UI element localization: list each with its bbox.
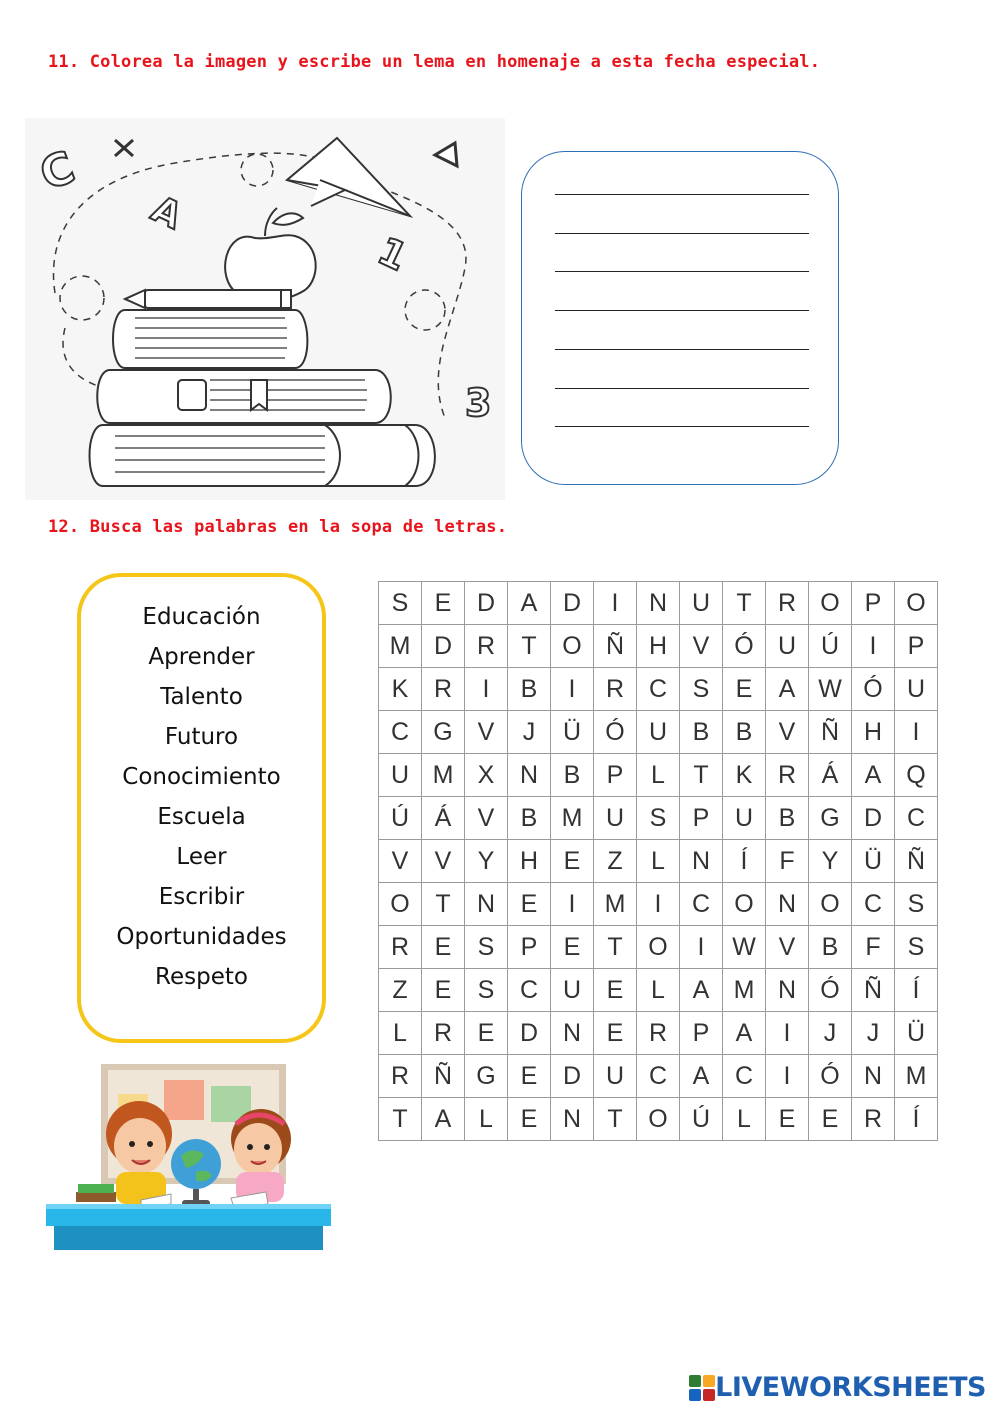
grid-letter-cell[interactable]: Ú	[379, 797, 422, 840]
grid-letter-cell[interactable]: N	[766, 883, 809, 926]
grid-letter-cell[interactable]: Ó	[852, 668, 895, 711]
grid-letter-cell[interactable]: C	[680, 883, 723, 926]
grid-letter-cell[interactable]: F	[766, 840, 809, 883]
grid-letter-cell[interactable]: Ñ	[852, 969, 895, 1012]
word-search-grid[interactable]	[378, 581, 938, 1141]
grid-letter-cell[interactable]: B	[766, 797, 809, 840]
grid-letter-cell[interactable]: Ó	[723, 625, 766, 668]
grid-letter-cell[interactable]: S	[465, 969, 508, 1012]
word-list-item: Escribir	[158, 884, 245, 910]
liveworksheets-logo-icon	[689, 1375, 715, 1401]
writing-line[interactable]	[555, 233, 809, 234]
grid-letter-cell[interactable]: X	[465, 754, 508, 797]
grid-letter-cell[interactable]: Í	[895, 1098, 938, 1141]
word-list-item: Talento	[160, 684, 243, 710]
grid-letter-cell[interactable]: Í	[895, 969, 938, 1012]
grid-letter-cell[interactable]: E	[809, 1098, 852, 1141]
grid-letter-cell[interactable]: N	[680, 840, 723, 883]
writing-line[interactable]	[555, 426, 809, 427]
grid-letter-cell[interactable]: C	[637, 1055, 680, 1098]
grid-letter-cell[interactable]: Z	[594, 840, 637, 883]
grid-letter-cell[interactable]: M	[422, 754, 465, 797]
grid-letter-cell[interactable]: Í	[723, 840, 766, 883]
grid-letter-cell[interactable]: R	[637, 1012, 680, 1055]
grid-letter-cell[interactable]: E	[465, 1012, 508, 1055]
grid-letter-cell[interactable]: O	[809, 883, 852, 926]
grid-letter-cell[interactable]: E	[594, 969, 637, 1012]
grid-letter-cell[interactable]: O	[723, 883, 766, 926]
grid-letter-cell[interactable]: O	[637, 926, 680, 969]
grid-letter-cell[interactable]: D	[508, 1012, 551, 1055]
grid-letter-cell[interactable]: Ü	[852, 840, 895, 883]
grid-letter-cell[interactable]: E	[551, 926, 594, 969]
grid-letter-cell[interactable]: S	[895, 883, 938, 926]
grid-letter-cell[interactable]: L	[637, 754, 680, 797]
grid-letter-cell[interactable]: I	[852, 625, 895, 668]
grid-letter-cell[interactable]: N	[766, 969, 809, 1012]
grid-letter-cell[interactable]: U	[895, 668, 938, 711]
grid-letter-cell[interactable]: O	[379, 883, 422, 926]
grid-letter-cell[interactable]: K	[379, 668, 422, 711]
grid-letter-cell[interactable]: J	[508, 711, 551, 754]
grid-row	[379, 1055, 938, 1098]
writing-line[interactable]	[555, 194, 809, 195]
grid-letter-cell[interactable]: P	[680, 1012, 723, 1055]
grid-letter-cell[interactable]: R	[379, 926, 422, 969]
writing-line[interactable]	[555, 271, 809, 272]
grid-letter-cell[interactable]: T	[723, 582, 766, 625]
grid-row	[379, 711, 938, 754]
grid-letter-cell[interactable]: E	[551, 840, 594, 883]
grid-letter-cell[interactable]: A	[852, 754, 895, 797]
grid-letter-cell[interactable]: Ñ	[809, 711, 852, 754]
grid-letter-cell[interactable]: M	[594, 883, 637, 926]
grid-letter-cell[interactable]: D	[551, 582, 594, 625]
svg-text:3: 3	[465, 381, 492, 425]
grid-letter-cell[interactable]: M	[723, 969, 766, 1012]
writing-line[interactable]	[555, 310, 809, 311]
grid-letter-cell[interactable]: Y	[809, 840, 852, 883]
grid-letter-cell[interactable]: V	[422, 840, 465, 883]
grid-letter-cell[interactable]: D	[852, 797, 895, 840]
grid-letter-cell[interactable]: I	[551, 883, 594, 926]
grid-letter-cell[interactable]: D	[422, 625, 465, 668]
grid-letter-cell[interactable]: B	[551, 754, 594, 797]
grid-letter-cell[interactable]: M	[379, 625, 422, 668]
writing-line[interactable]	[555, 388, 809, 389]
grid-letter-cell[interactable]: C	[508, 969, 551, 1012]
grid-letter-cell[interactable]: B	[723, 711, 766, 754]
grid-letter-cell[interactable]: P	[508, 926, 551, 969]
grid-letter-cell[interactable]: O	[637, 1098, 680, 1141]
grid-letter-cell[interactable]: E	[508, 883, 551, 926]
question-11-instruction: 11. Colorea la imagen y escribe un lema en homenaje a esta fecha especial.	[48, 52, 821, 72]
grid-letter-cell[interactable]: U	[379, 754, 422, 797]
grid-letter-cell[interactable]: O	[809, 582, 852, 625]
grid-letter-cell[interactable]: E	[766, 1098, 809, 1141]
grid-letter-cell[interactable]: V	[680, 625, 723, 668]
writing-line[interactable]	[555, 349, 809, 350]
grid-letter-cell[interactable]: I	[895, 711, 938, 754]
svg-text:C: C	[33, 141, 82, 201]
grid-letter-cell[interactable]: I	[594, 582, 637, 625]
grid-letter-cell[interactable]: C	[723, 1055, 766, 1098]
grid-row	[379, 625, 938, 668]
grid-letter-cell[interactable]: V	[379, 840, 422, 883]
grid-letter-cell[interactable]: M	[551, 797, 594, 840]
grid-letter-cell[interactable]: P	[680, 797, 723, 840]
grid-letter-cell[interactable]: L	[723, 1098, 766, 1141]
grid-letter-cell[interactable]: A	[508, 582, 551, 625]
grid-letter-cell[interactable]: V	[766, 926, 809, 969]
grid-row	[379, 754, 938, 797]
grid-row	[379, 969, 938, 1012]
grid-letter-cell[interactable]: Á	[422, 797, 465, 840]
books-apple-coloring-illustration	[25, 118, 505, 500]
grid-letter-cell[interactable]: T	[594, 1098, 637, 1141]
grid-letter-cell[interactable]: R	[379, 1055, 422, 1098]
grid-row	[379, 883, 938, 926]
grid-letter-cell[interactable]: E	[422, 582, 465, 625]
grid-row	[379, 840, 938, 883]
grid-letter-cell[interactable]: N	[551, 1098, 594, 1141]
grid-letter-cell[interactable]: P	[594, 754, 637, 797]
grid-letter-cell[interactable]: G	[422, 711, 465, 754]
grid-letter-cell[interactable]: S	[379, 582, 422, 625]
grid-letter-cell[interactable]: U	[551, 969, 594, 1012]
grid-letter-cell[interactable]: J	[852, 1012, 895, 1055]
word-list-item: Educación	[142, 604, 261, 630]
grid-letter-cell[interactable]: U	[766, 625, 809, 668]
grid-letter-cell[interactable]: D	[465, 582, 508, 625]
kids-studying-illustration	[46, 1064, 331, 1254]
grid-letter-cell[interactable]: E	[508, 1055, 551, 1098]
grid-letter-cell[interactable]: I	[465, 668, 508, 711]
question-12-instruction: 12. Busca las palabras en la sopa de letras.	[48, 517, 508, 537]
grid-letter-cell[interactable]: V	[465, 797, 508, 840]
grid-letter-cell[interactable]: A	[766, 668, 809, 711]
grid-letter-cell[interactable]: E	[422, 926, 465, 969]
word-list	[81, 597, 322, 997]
grid-letter-cell[interactable]: B	[508, 668, 551, 711]
grid-letter-cell[interactable]: I	[551, 668, 594, 711]
grid-letter-cell[interactable]: G	[465, 1055, 508, 1098]
grid-letter-cell[interactable]: B	[508, 797, 551, 840]
grid-letter-cell[interactable]: Y	[465, 840, 508, 883]
svg-text:A: A	[145, 188, 188, 238]
grid-letter-cell[interactable]: J	[809, 1012, 852, 1055]
grid-letter-cell[interactable]: G	[809, 797, 852, 840]
grid-row	[379, 926, 938, 969]
grid-letter-cell[interactable]: T	[594, 926, 637, 969]
grid-letter-cell[interactable]: U	[723, 797, 766, 840]
grid-letter-cell[interactable]: B	[809, 926, 852, 969]
grid-letter-cell[interactable]: Ú	[680, 1098, 723, 1141]
grid-letter-cell[interactable]: D	[551, 1055, 594, 1098]
grid-letter-cell[interactable]: R	[422, 668, 465, 711]
grid-letter-cell[interactable]: C	[852, 883, 895, 926]
grid-letter-cell[interactable]: U	[680, 582, 723, 625]
grid-letter-cell[interactable]: E	[723, 668, 766, 711]
word-list-item: Oportunidades	[116, 924, 287, 950]
grid-letter-cell[interactable]: R	[766, 754, 809, 797]
grid-letter-cell[interactable]: E	[594, 1012, 637, 1055]
grid-letter-cell[interactable]: H	[637, 625, 680, 668]
grid-letter-cell[interactable]: Ú	[809, 625, 852, 668]
grid-letter-cell[interactable]: A	[680, 969, 723, 1012]
grid-letter-cell[interactable]: Ó	[809, 969, 852, 1012]
grid-letter-cell[interactable]: E	[508, 1098, 551, 1141]
grid-letter-cell[interactable]: A	[680, 1055, 723, 1098]
grid-letter-cell[interactable]: Z	[379, 969, 422, 1012]
grid-letter-cell[interactable]: C	[379, 711, 422, 754]
grid-row	[379, 797, 938, 840]
grid-letter-cell[interactable]: R	[422, 1012, 465, 1055]
svg-text:1: 1	[371, 228, 414, 280]
grid-letter-cell[interactable]: Ñ	[594, 625, 637, 668]
grid-letter-cell[interactable]: U	[594, 797, 637, 840]
grid-letter-cell[interactable]: R	[766, 582, 809, 625]
grid-letter-cell[interactable]: L	[637, 840, 680, 883]
grid-letter-cell[interactable]: L	[637, 969, 680, 1012]
grid-letter-cell[interactable]: I	[766, 1012, 809, 1055]
grid-letter-cell[interactable]: Ü	[895, 1012, 938, 1055]
grid-letter-cell[interactable]: Ó	[594, 711, 637, 754]
grid-letter-cell[interactable]: H	[508, 840, 551, 883]
grid-letter-cell[interactable]: W	[809, 668, 852, 711]
grid-letter-cell[interactable]: L	[379, 1012, 422, 1055]
word-list-box	[77, 573, 326, 1043]
grid-letter-cell[interactable]: L	[465, 1098, 508, 1141]
grid-letter-cell[interactable]: S	[637, 797, 680, 840]
grid-row	[379, 1012, 938, 1055]
grid-letter-cell[interactable]: U	[637, 711, 680, 754]
grid-letter-cell[interactable]: A	[723, 1012, 766, 1055]
grid-letter-cell[interactable]: C	[895, 797, 938, 840]
grid-letter-cell[interactable]: N	[508, 754, 551, 797]
word-list-item: Conocimiento	[122, 764, 281, 790]
grid-row	[379, 582, 938, 625]
grid-letter-cell[interactable]: B	[680, 711, 723, 754]
grid-row	[379, 668, 938, 711]
grid-letter-cell[interactable]: Á	[809, 754, 852, 797]
grid-letter-cell[interactable]: M	[895, 1055, 938, 1098]
grid-letter-cell[interactable]: I	[680, 926, 723, 969]
grid-letter-cell[interactable]: I	[766, 1055, 809, 1098]
grid-letter-cell[interactable]: S	[680, 668, 723, 711]
word-list-item: Respeto	[155, 964, 248, 990]
grid-letter-cell[interactable]: N	[551, 1012, 594, 1055]
grid-letter-cell[interactable]: Q	[895, 754, 938, 797]
grid-letter-cell[interactable]: F	[852, 926, 895, 969]
grid-letter-cell[interactable]: T	[379, 1098, 422, 1141]
grid-letter-cell[interactable]: P	[895, 625, 938, 668]
grid-letter-cell[interactable]: N	[465, 883, 508, 926]
grid-letter-cell[interactable]: N	[852, 1055, 895, 1098]
grid-letter-cell[interactable]: C	[637, 668, 680, 711]
grid-letter-cell[interactable]: P	[852, 582, 895, 625]
grid-letter-cell[interactable]: U	[594, 1055, 637, 1098]
grid-letter-cell[interactable]: Ü	[551, 711, 594, 754]
word-list-item: Aprender	[148, 644, 255, 670]
grid-letter-cell[interactable]: V	[766, 711, 809, 754]
word-list-item: Leer	[176, 844, 227, 870]
grid-letter-cell[interactable]: W	[723, 926, 766, 969]
grid-letter-cell[interactable]: T	[508, 625, 551, 668]
grid-letter-cell[interactable]: O	[895, 582, 938, 625]
grid-letter-cell[interactable]: T	[680, 754, 723, 797]
grid-letter-cell[interactable]: Ó	[809, 1055, 852, 1098]
grid-letter-cell[interactable]: V	[465, 711, 508, 754]
grid-letter-cell[interactable]: R	[465, 625, 508, 668]
word-list-item: Futuro	[164, 724, 239, 750]
grid-letter-cell[interactable]: K	[723, 754, 766, 797]
grid-letter-cell[interactable]: R	[594, 668, 637, 711]
grid-letter-cell[interactable]: N	[637, 582, 680, 625]
grid-letter-cell[interactable]: A	[422, 1098, 465, 1141]
grid-letter-cell[interactable]: E	[422, 969, 465, 1012]
grid-letter-cell[interactable]: R	[852, 1098, 895, 1141]
grid-letter-cell[interactable]: O	[551, 625, 594, 668]
grid-letter-cell[interactable]: I	[637, 883, 680, 926]
grid-letter-cell[interactable]: S	[465, 926, 508, 969]
grid-row	[379, 1098, 938, 1141]
grid-letter-cell[interactable]: H	[852, 711, 895, 754]
grid-letter-cell[interactable]: Ñ	[422, 1055, 465, 1098]
liveworksheets-logo-text: LIVEWORKSHEETS	[715, 1372, 986, 1403]
grid-letter-cell[interactable]: Ñ	[895, 840, 938, 883]
grid-letter-cell[interactable]: T	[422, 883, 465, 926]
grid-letter-cell[interactable]: S	[895, 926, 938, 969]
motto-writing-box	[521, 151, 839, 485]
liveworksheets-logo	[689, 1372, 986, 1403]
word-list-item: Escuela	[157, 804, 246, 830]
